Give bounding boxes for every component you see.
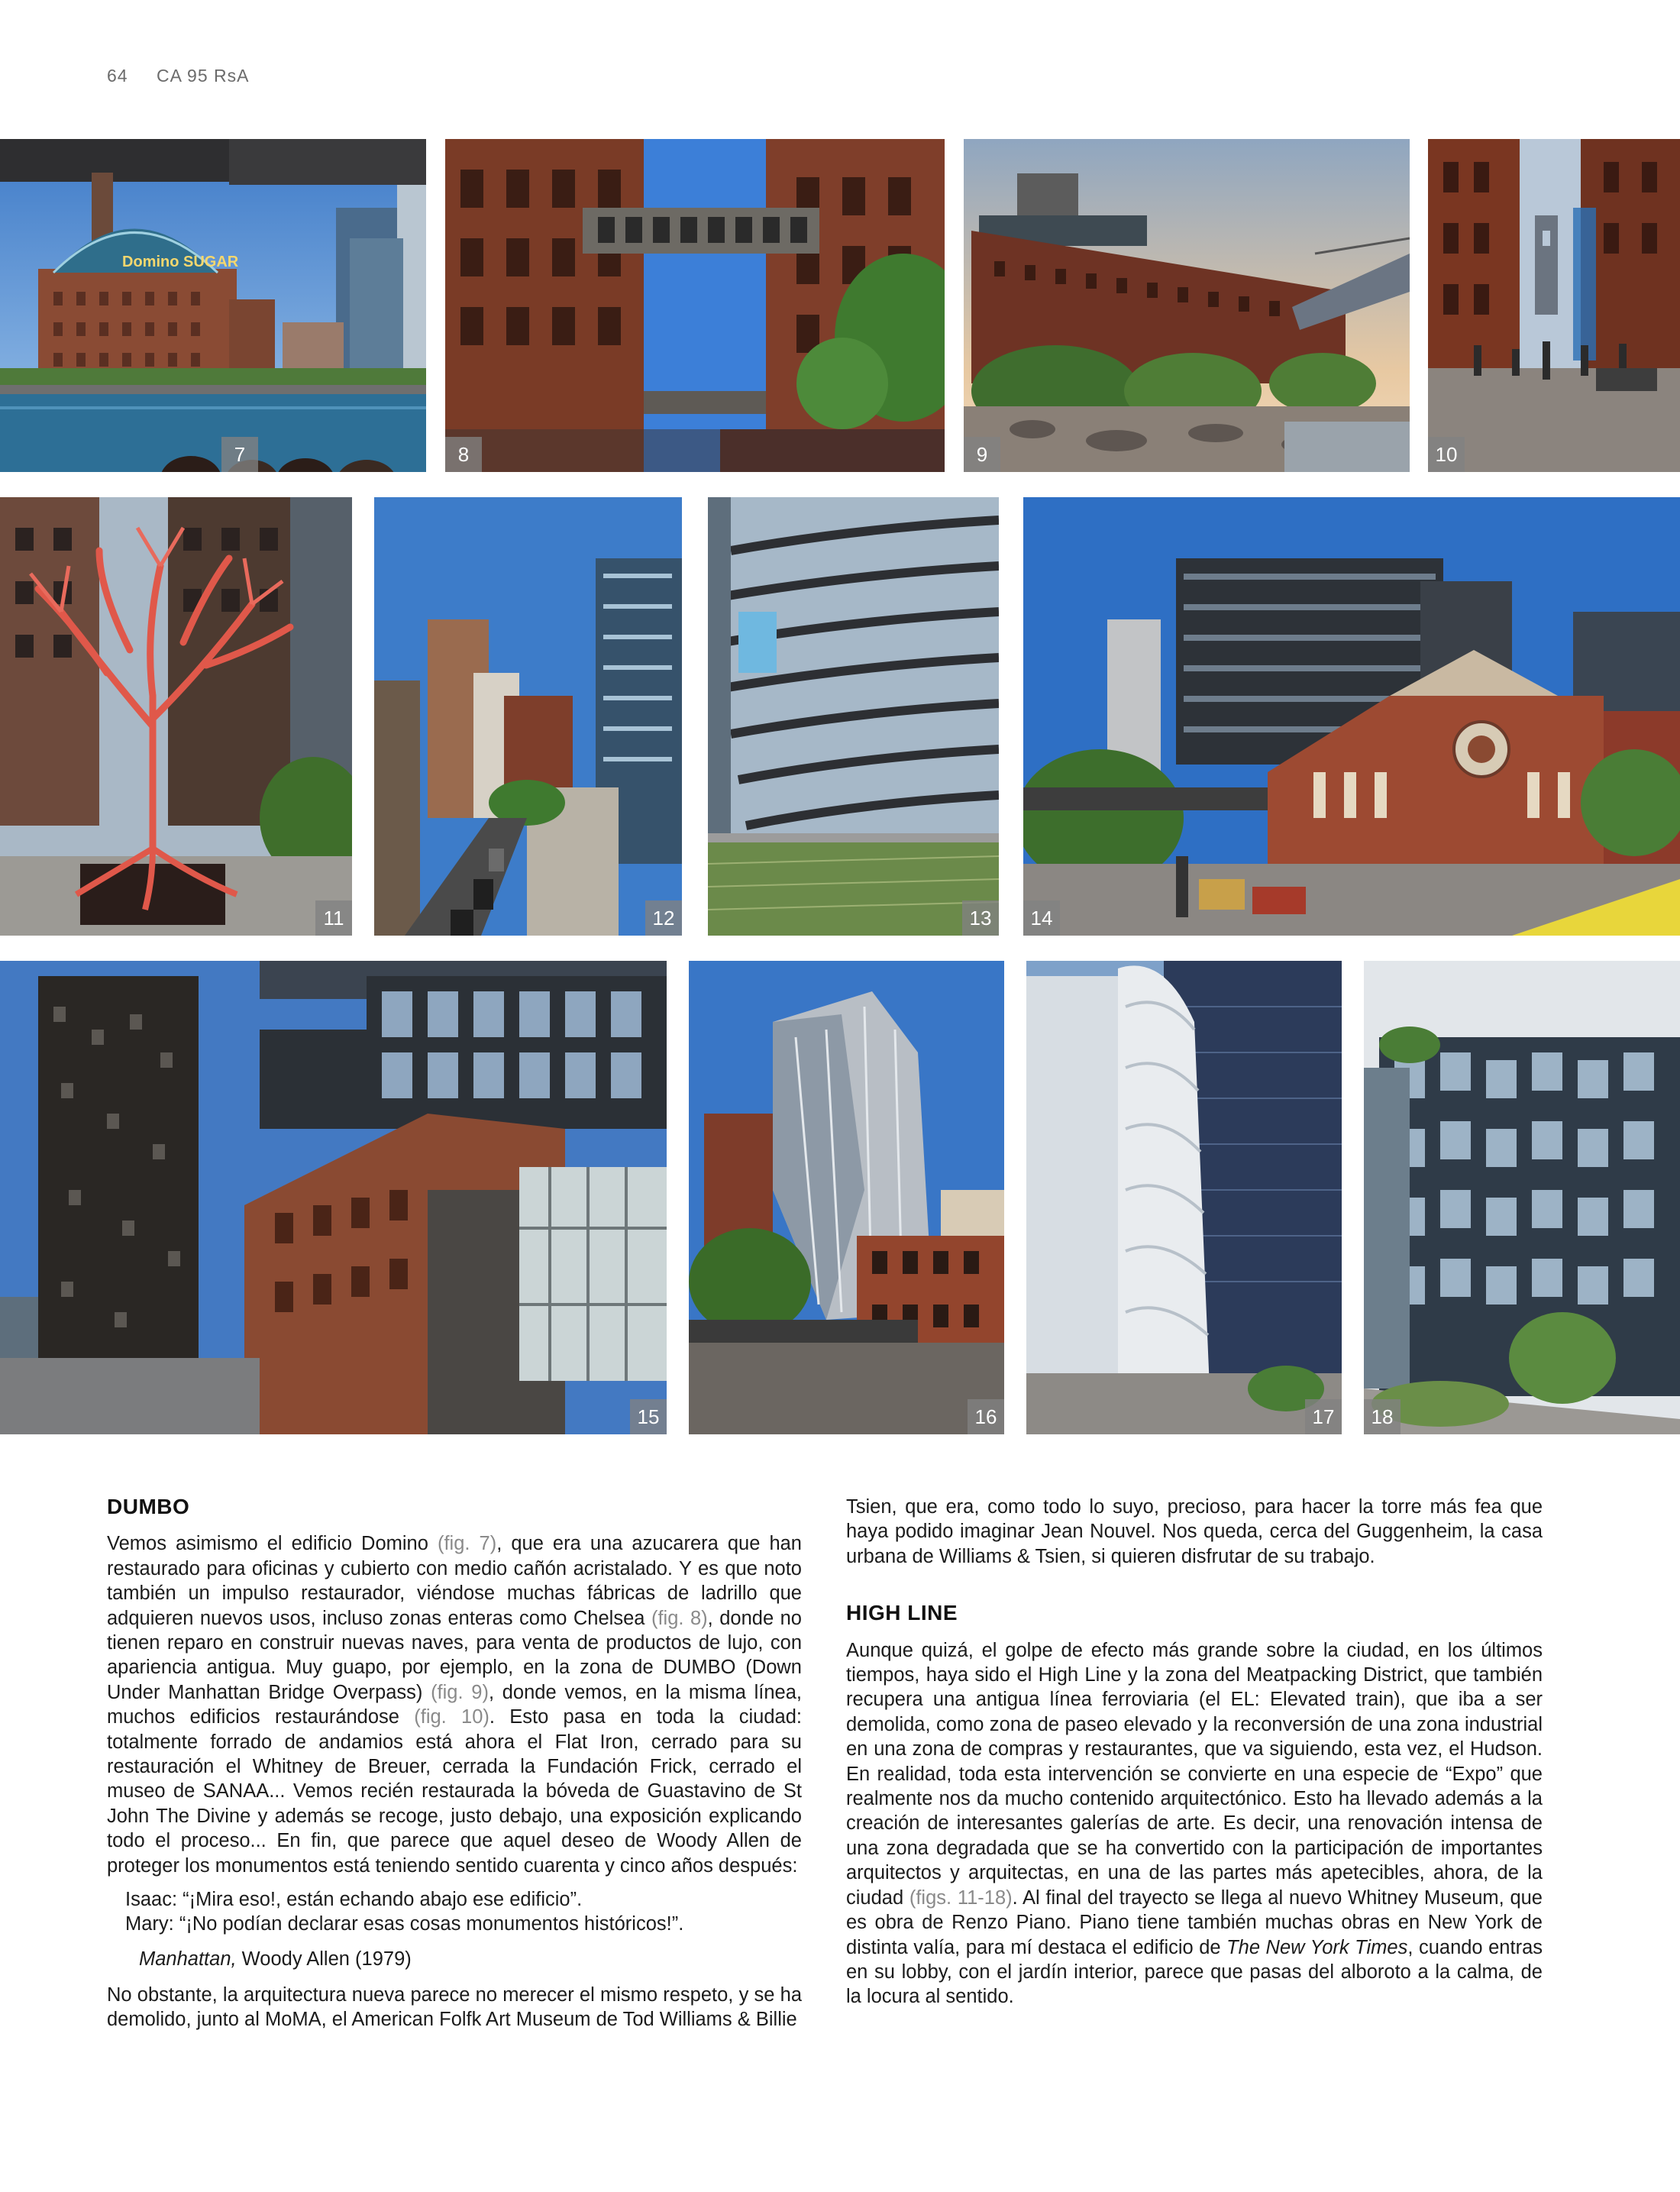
photo-domino-sugar xyxy=(0,139,426,472)
figure-15 xyxy=(0,961,667,1434)
figure-17-number: 17 xyxy=(1305,1399,1342,1434)
figure-9-number: 9 xyxy=(964,437,1000,472)
figure-ref-11-18[interactable]: (figs. 11-18) xyxy=(909,1886,1013,1909)
figure-13 xyxy=(708,497,999,936)
figure-16-number: 16 xyxy=(968,1399,1004,1434)
figure-8-number: 8 xyxy=(445,437,482,472)
figure-10-number: 10 xyxy=(1428,437,1465,472)
film-citation xyxy=(107,1947,802,1971)
figure-7-sign: Domino SUGAR xyxy=(122,254,239,270)
figure-8 xyxy=(445,139,945,472)
film-credit: Woody Allen (1979) xyxy=(236,1948,412,1971)
figure-15-number: 15 xyxy=(630,1399,667,1434)
film-title: Manhattan, xyxy=(139,1948,237,1971)
text-column-left xyxy=(107,1495,802,2032)
photo-church-office xyxy=(1023,497,1680,936)
paragraph-new-architecture: No obstante, la arquitectura nueva parece no merecer el mismo respeto, y se ha demolido, junto al MoMA, el American Folfk Art Museum de Tod Williams & Billie xyxy=(107,1983,802,2030)
quote-line-isaac: Isaac: “¡Mira eso!, están echando abajo ese edificio”. xyxy=(125,1889,583,1911)
photo-quilted-facade xyxy=(1026,961,1342,1434)
quote-line-mary: Mary: “¡No podían declarar esas cosas monumentos históricos!”. xyxy=(125,1913,684,1935)
film-quote xyxy=(107,1887,802,1936)
running-header xyxy=(107,66,249,86)
figure-10 xyxy=(1428,139,1680,472)
figure-ref-10[interactable]: (fig. 10) xyxy=(414,1706,489,1728)
figure-18-number: 18 xyxy=(1364,1399,1401,1434)
photo-dark-tower-brick xyxy=(0,961,667,1434)
text-column-right xyxy=(846,1495,1543,2009)
figure-7-number: 7 xyxy=(221,437,258,472)
nyt-building-title: The New York Times xyxy=(1226,1936,1408,1958)
photo-curved-building xyxy=(708,497,999,936)
figure-13-number: 13 xyxy=(962,900,999,936)
photo-faceted-glass-building xyxy=(689,961,1004,1434)
figure-17 xyxy=(1026,961,1342,1434)
figure-9 xyxy=(964,139,1410,472)
photo-chelsea-skybridge xyxy=(445,139,945,472)
figure-ref-8[interactable]: (fig. 8) xyxy=(651,1607,708,1629)
photo-chelsea-street xyxy=(374,497,682,936)
page-number: 64 xyxy=(107,66,128,86)
paragraph-williams-tsien: Tsien, que era, como todo lo suyo, precioso, para hacer la torre más fea que haya podido imaginar Jean Nouvel. Nos queda, cerca del Guggenheim, la casa urbana de Williams & Tsien, si quieren disfrutar de su trabajo. xyxy=(846,1496,1543,1567)
journal-title: CA 95 RsA xyxy=(156,66,250,86)
figure-ref-7[interactable]: (fig. 7) xyxy=(437,1533,497,1555)
figure-7 xyxy=(0,139,426,472)
figure-12 xyxy=(374,497,682,936)
figure-ref-9[interactable]: (fig. 9) xyxy=(431,1681,489,1703)
photo-dumbo-warehouses xyxy=(964,139,1410,472)
section-heading-high-line: HIGH LINE xyxy=(846,1601,958,1625)
photo-dumbo-street xyxy=(1428,139,1680,472)
paragraph-dumbo: Vemos asimismo el edificio Domino (fig. 7), que era una azucarera que han restaurado para oficinas y cubierto con medio cañón acristalado. Y es que noto también un impulso restaurador, viéndose muchas fábricas de ladrillo que adquieren nuevos usos, incluso zonas enteras como Chelsea (fig. 8), donde no tienen reparo en construir nuevas naves, para venta de productos de lujo, con apariencia antigua. Muy guapo, por ejemplo, en la zona de DUMBO (Down Under Manhattan Bridge Overpass) (fig. 9), donde vemos, en la misma línea, muchos edificios restaurándose (fig. 10). Esto pasa en toda la ciudad: totalmente forrado de andamios está ahora el Flat Iron, cerrado para su restauración el Whitney de Breuer, cerrada la Fundación Frick, cerrado el museo de SANAA... Vemos recién restaurada la bóveda de Guastavino de St John The Divine y además se recoge, justo debajo, una exposición explicando todo el proceso... En fin, que parece que aquel deseo de Woody Allen de proteger los monumentos está teniendo sentido cuarenta y cinco años después: xyxy=(107,1533,802,1877)
figure-16 xyxy=(689,961,1004,1434)
photo-glass-residential xyxy=(1364,961,1680,1434)
section-heading-dumbo: DUMBO xyxy=(107,1495,190,1518)
figure-14-number: 14 xyxy=(1023,900,1060,936)
figure-14 xyxy=(1023,497,1680,936)
figure-18 xyxy=(1364,961,1680,1434)
photo-red-tree-sculpture xyxy=(0,497,352,936)
paragraph-high-line: Aunque quizá, el golpe de efecto más grande sobre la ciudad, en los últimos tiempos, haya sido el High Line y la zona del Meatpacking District, que también recupera una antigua línea ferroviaria (el EL: Elevated train), que iba a ser demolida, como zona de paseo elevado y la reconversión de una zona industrial en una zona de compras y restaurantes, que va siguiendo, esta vez, el Hudson. En realidad, toda esta intervención se convierte en una especie de “Expo” que realmente nos da mucho contenido arquitectónico. Esto ha llevado además a la creación de interesantes galerías de arte. Es decir, una renovación intensa de una zona degradada que se ha convertido con la participación de importantes arquitectos y arquitectas, en una de las partes más apetecibles, ahora, de la ciudad (figs. 11-18). Al final del trayecto se llega al nuevo Whitney Museum, que es obra de Renzo Piano. Piano tiene también muchas obras en New York de distinta valía, para mí destaca el edificio de The New York Times, cuando entras en su lobby, con el jardín interior, parece que pasas del alboroto a la calma, de la locura al sentido. xyxy=(846,1639,1543,2008)
figure-11-number: 11 xyxy=(315,900,352,936)
figure-12-number: 12 xyxy=(645,900,682,936)
figure-11 xyxy=(0,497,352,936)
